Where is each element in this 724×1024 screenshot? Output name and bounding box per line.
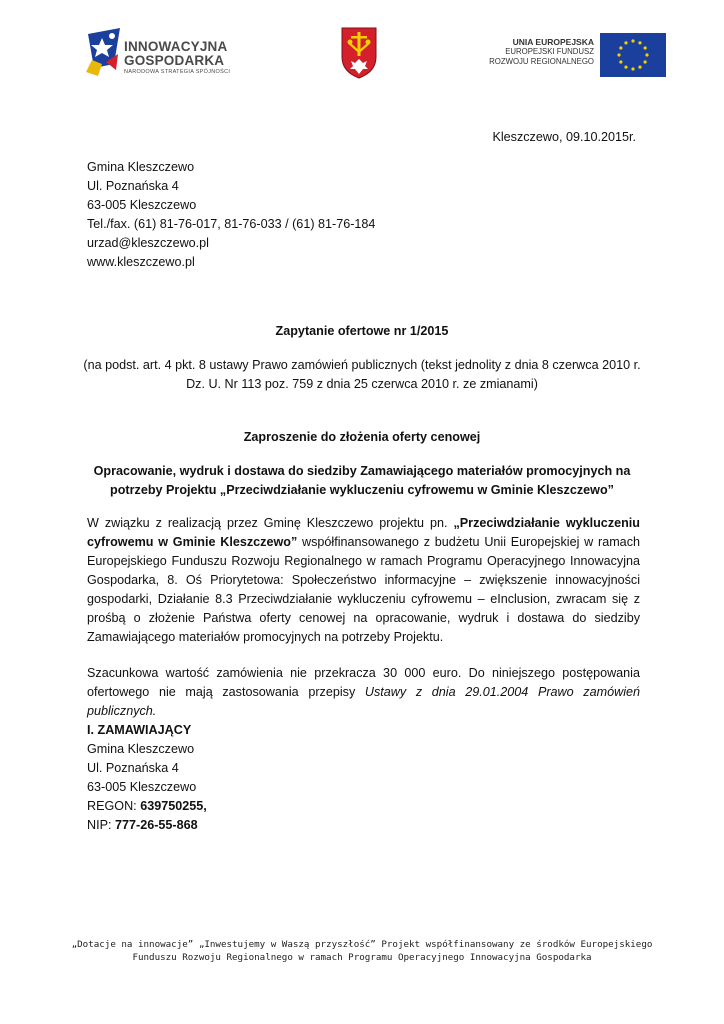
intro-paragraph: [87, 514, 640, 647]
eu-star-icon: [644, 46, 647, 49]
sender-street: Ul. Poznańska 4: [87, 179, 179, 193]
orderer-section: [87, 721, 207, 835]
legal-basis-line1: (na podst. art. 4 pkt. 8 ustawy Prawo zamówień publicznych (tekst jednolity z dnia 8 czerwca 2010 r.: [83, 358, 641, 372]
eu-flag-icon: [600, 33, 666, 77]
sender-email: urzad@kleszczewo.pl: [87, 236, 209, 250]
eu-star-icon: [624, 41, 627, 44]
orderer-name: Gmina Kleszczewo: [87, 742, 195, 756]
eu-star-icon: [631, 67, 634, 70]
eu-logo-line1: UNIA EUROPEJSKA: [512, 37, 594, 47]
eu-logo-line3: ROZWOJU REGIONALNEGO: [489, 57, 594, 66]
ig-logo-tagline: NARODOWA STRATEGIA SPÓJNOŚCI: [124, 69, 231, 75]
footer-line1: „Dotacje na innowacje” „Inwestujemy w Waszą przyszłość” Projekt współfinansowany ze środków Europejskiego: [71, 939, 653, 950]
eu-star-icon: [619, 46, 622, 49]
subject-line2: potrzeby Projektu „Przeciwdziałanie wykluczeniu cyfrowemu w Gminie Kleszczewo”: [110, 483, 614, 497]
sender-address: [87, 158, 375, 272]
orderer-street: Ul. Poznańska 4: [87, 761, 179, 775]
subject-line1: Opracowanie, wydruk i dostawa do siedziby Zamawiającego materiałów promocyjnych na: [93, 464, 631, 478]
intro-text-rest: współfinansowanego z budżetu Unii Europejskiej w ramach Europejskiego Funduszu Rozwoju Regionalnego w ramach Programu Operacyjnego Innowacyjna Gospodarka, 8. Oś Priorytetowa: Społeczeństwo informacyjne – zwiększenie innowacyjności gospodarki, Działanie 8.3 Przeciwdziałanie wykluczeniu cyfrowemu – eInclusion, zwracam się z prośbą o złożenie Państwa oferty cenowej na opracowanie, wydruk i dostawa do siedziby Zamawiającego materiałów promocyjnych na potrzeby Projektu.: [87, 535, 640, 644]
ig-logo-mark-icon: [84, 24, 124, 80]
orderer-nip: [87, 816, 207, 835]
sender-city: 63-005 Kleszczewo: [87, 198, 197, 212]
coat-of-arms-icon: [341, 27, 377, 79]
ig-logo-line1: INNOWACYJNA: [124, 39, 228, 54]
footer-line2: Funduszu Rozwoju Regionalnego w ramach Programu Operacyjnego Innowacyjna Gospodarka: [132, 952, 592, 963]
innowacyjna-gospodarka-logo: [84, 24, 264, 80]
eu-logo-line2: EUROPEJSKI FUNDUSZ: [505, 47, 594, 56]
orderer-city: 63-005 Kleszczewo: [87, 780, 197, 794]
law-reference: Ustawy z dnia 29.01.2004 Prawo zamówień publicznych.: [87, 685, 641, 718]
document-date: Kleszczewo, 09.10.2015r.: [492, 130, 636, 144]
sender-name: Gmina Kleszczewo: [87, 160, 195, 174]
eu-star-icon: [638, 66, 641, 69]
eu-star-icon: [645, 53, 648, 56]
eu-star-icon: [644, 60, 647, 63]
sender-website: www.kleszczewo.pl: [87, 255, 195, 269]
eu-star-icon: [617, 53, 620, 56]
eu-star-icon: [624, 66, 627, 69]
project-name: „Przeciwdziałanie wykluczeniu cyfrowemu w Gminie Kleszczewo”: [87, 516, 640, 549]
intro-text-start: W związku z realizacją przez Gminę Kleszczewo projektu pn.: [87, 516, 454, 530]
regon-value: 639750255,: [140, 799, 207, 813]
eu-star-icon: [631, 39, 634, 42]
eu-star-icon: [619, 60, 622, 63]
regon-label: REGON:: [87, 799, 141, 813]
document-title: Zapytanie ofertowe nr 1/2015: [275, 324, 449, 338]
value-paragraph: [87, 664, 640, 721]
legal-basis-line2: Dz. U. Nr 113 poz. 759 z dnia 25 czerwca 2010 r. ze zmianami): [186, 377, 538, 391]
ig-logo-line2: GOSPODARKA: [124, 53, 225, 68]
orderer-regon: [87, 797, 207, 816]
nip-label: NIP:: [87, 818, 115, 832]
page-footer: [40, 938, 684, 964]
sender-phone: Tel./fax. (61) 81-76-017, 81-76-033 / (61) 81-76-184: [87, 217, 376, 231]
nip-value: 777-26-55-868: [115, 818, 198, 832]
invitation-heading: Zaproszenie do złożenia oferty cenowej: [243, 430, 481, 444]
eu-star-icon: [638, 41, 641, 44]
eu-fund-logo: [476, 33, 666, 81]
orderer-heading: I. ZAMAWIAJĄCY: [87, 723, 192, 737]
value-text: Szacunkowa wartość zamówienia nie przekracza 30 000 euro. Do niniejszego postępowania ofertowego nie mają zastosowania przepisy: [87, 666, 640, 699]
